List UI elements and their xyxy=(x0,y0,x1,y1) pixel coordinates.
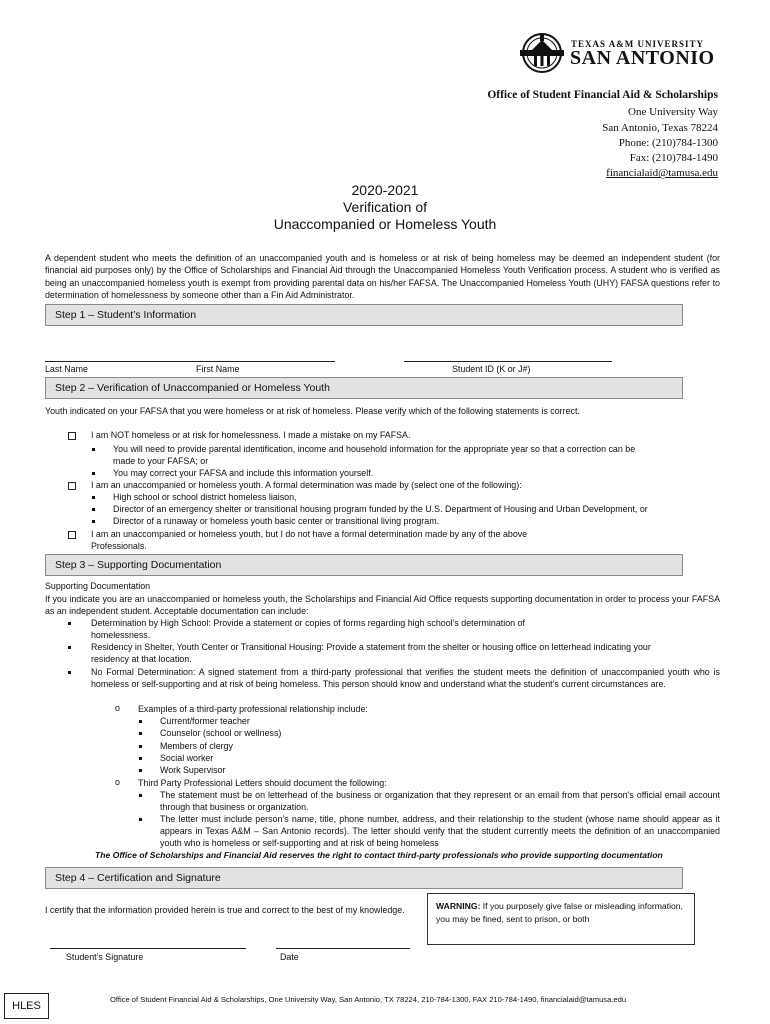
university-logo xyxy=(518,32,723,74)
doc-bullet2-line1: Residency in Shelter, Youth Center or Transitional Housing: Provide a statement from the shelter or housing office on letterhead indicating your xyxy=(91,642,651,652)
doc-bullet1-line1: Determination by High School: Provide a statement or copies of forms regarding high school’s determination of xyxy=(91,618,525,628)
option-not-homeless-text: I am NOT homeless or at risk for homelessness. I made a mistake on my FAFSA. xyxy=(91,430,411,440)
option-no-formal-text-line1: I am an unaccompanied or homeless youth, but I do not have a formal determination made by any of the above xyxy=(91,529,528,539)
student-id-line[interactable] xyxy=(404,361,612,362)
bullet-icon xyxy=(139,732,142,735)
student-signature-label: Student’s Signature xyxy=(66,952,144,962)
page-footer: Office of Student Financial Aid & Scholarships, One University Way, San Antonio, TX 78224, 210-784-1300, FAX 210-784-1490, financialaid@tamusa.edu xyxy=(110,995,627,1004)
example-item: Current/former teacher xyxy=(160,716,250,726)
student-id-label: Student ID (K or J#) xyxy=(452,364,531,374)
example-item: Work Supervisor xyxy=(160,765,226,775)
name-signature-line[interactable] xyxy=(45,361,335,362)
examples-heading: Examples of a third-party professional relationship include: xyxy=(138,704,368,714)
doc-bullet2-line2: residency at that location. xyxy=(91,654,192,664)
letter-requirement-1: The statement must be on letterhead of the business or organization that they represent or an email from that person’s official email account through that business or organization. xyxy=(160,790,720,813)
right-to-contact-note: The Office of Scholarships and Financial Aid reserves the right to contact third-party professionals who provide supporting documentation xyxy=(95,850,663,860)
option-no-formal-text-line2: Professionals. xyxy=(91,541,147,551)
warning-text: If you purposely give false or misleading information, you may be fined, sent to prison, or both xyxy=(436,901,683,924)
office-fax: Fax: (210)784-1490 xyxy=(629,152,718,165)
first-name-label: First Name xyxy=(196,364,240,374)
supporting-doc-heading: Supporting Documentation xyxy=(45,581,151,591)
bullet-icon xyxy=(92,448,95,451)
bullet-icon xyxy=(139,720,142,723)
office-address-line2: San Antonio, Texas 78224 xyxy=(602,121,718,134)
bullet-icon xyxy=(139,794,142,797)
example-item: Counselor (school or wellness) xyxy=(160,728,282,738)
office-address-block xyxy=(487,88,718,182)
bullet-icon xyxy=(92,520,95,523)
last-name-label: Last Name xyxy=(45,364,88,374)
opt1-bullet1-line1: You will need to provide parental identification, income and household information for the appropriate year so that a correction can be xyxy=(113,444,636,454)
opt2-bullet3: Director of a runaway or homeless youth basic center or transitional living program. xyxy=(113,516,440,526)
step4-header: Step 4 – Certification and Signature xyxy=(45,867,683,889)
step2-header: Step 2 – Verification of Unaccompanied or Homeless Youth xyxy=(45,377,683,399)
form-title-line2: Unaccompanied or Homeless Youth xyxy=(273,216,497,232)
bullet-icon xyxy=(68,646,71,649)
form-code-badge: HLES xyxy=(4,993,49,1019)
option-not-homeless-checkbox[interactable] xyxy=(68,432,76,440)
date-label: Date xyxy=(280,952,299,962)
bullet-icon xyxy=(139,818,142,821)
doc-bullet3: No Formal Determination: A signed statement from a third-party professional that verifies the student meets the definition of unaccompanied youth who is homeless or self-supporting and at risk of being homeless. This person should know and understand what the student’s current circumstances are. xyxy=(91,667,720,690)
example-item: Members of clergy xyxy=(160,741,233,751)
step3-header: Step 3 – Supporting Documentation xyxy=(45,554,683,576)
office-email-link[interactable]: financialaid@tamusa.edu xyxy=(606,167,718,180)
letter-requirement-2: The letter must include person’s name, title, phone number, address, and their relationship to the student (whose name should appear as it appears in Texas A&M – San Antonio records). The letter should verify that the student currently meets the definition of an unaccompanied youth who is homeless or self-supporting and at risk of being homeless xyxy=(160,814,720,849)
opt2-bullet2: Director of an emergency shelter or transitional housing program funded by the U.S. Department of Housing and Urban Development, or xyxy=(113,504,648,514)
date-line[interactable] xyxy=(276,948,410,949)
office-phone: Phone: (210)784-1300 xyxy=(618,136,718,149)
supporting-doc-intro: If you indicate you are an unaccompanied or homeless youth, the Scholarships and Financial Aid Office requests supporting documentation in order to process your FAFSA as an independent student. Acceptable documentation can include: xyxy=(45,594,720,617)
example-item: Social worker xyxy=(160,753,214,763)
form-title-line1: Verification of xyxy=(342,199,428,215)
circle-bullet-icon: o xyxy=(115,777,120,787)
bullet-icon xyxy=(139,757,142,760)
option-no-formal-determination-checkbox[interactable] xyxy=(68,531,76,539)
warning-label: WARNING: xyxy=(436,901,481,911)
option-formal-determination-text: I am an unaccompanied or homeless youth. A formal determination was made by (select one of the following): xyxy=(91,480,522,490)
form-title xyxy=(0,182,770,233)
intro-paragraph: A dependent student who meets the definition of an unaccompanied youth and is homeless or at risk of being homeless may be deemed an independent student (for financial aid purposes only) by the Office of Scholarships and Financial Aid through the Unaccompanied Homeless Youth Verification process. A student who is verified as being an unaccompanied homeless youth is exempt from providing parental data on his/her FAFSA. The Unaccompanied Homeless Youth (UHY) FAFSA questions refer to determination of homelessness by someone other than a Fin Aid Administrator. xyxy=(45,253,720,300)
office-title: Office of Student Financial Aid & Scholarships xyxy=(487,89,718,101)
form-title-year: 2020-2021 xyxy=(351,182,419,198)
step1-header: Step 1 – Student’s Information xyxy=(45,304,683,326)
opt2-bullet1: High school or school district homeless liaison, xyxy=(113,492,297,502)
logo-university-line2: SAN ANTONIO xyxy=(570,47,715,69)
opt1-bullet2: You may correct your FAFSA and include this information yourself. xyxy=(113,468,374,478)
bullet-icon xyxy=(68,622,71,625)
bullet-icon xyxy=(92,472,95,475)
bullet-icon xyxy=(139,769,142,772)
bullet-icon xyxy=(92,508,95,511)
bullet-icon xyxy=(92,496,95,499)
logo-university-line1: TEXAS A&M UNIVERSITY xyxy=(571,39,705,49)
office-address-line1: One University Way xyxy=(628,106,718,119)
circle-bullet-icon: o xyxy=(115,703,120,713)
step2-instruction: Youth indicated on your FAFSA that you were homeless or at risk of homeless. Please verify which of the following statements is correct. xyxy=(45,406,580,416)
bullet-icon xyxy=(139,745,142,748)
letters-heading: Third Party Professional Letters should document the following: xyxy=(138,778,387,788)
bullet-icon xyxy=(68,671,71,674)
doc-bullet1-line2: homelessness. xyxy=(91,630,151,640)
opt1-bullet1-line2: made to your FAFSA; or xyxy=(113,456,209,466)
warning-box xyxy=(427,893,695,945)
university-seal-icon xyxy=(518,32,566,74)
student-signature-line[interactable] xyxy=(50,948,246,949)
option-formal-determination-checkbox[interactable] xyxy=(68,482,76,490)
certification-statement: I certify that the information provided herein is true and correct to the best of my knowledge. xyxy=(45,905,405,915)
